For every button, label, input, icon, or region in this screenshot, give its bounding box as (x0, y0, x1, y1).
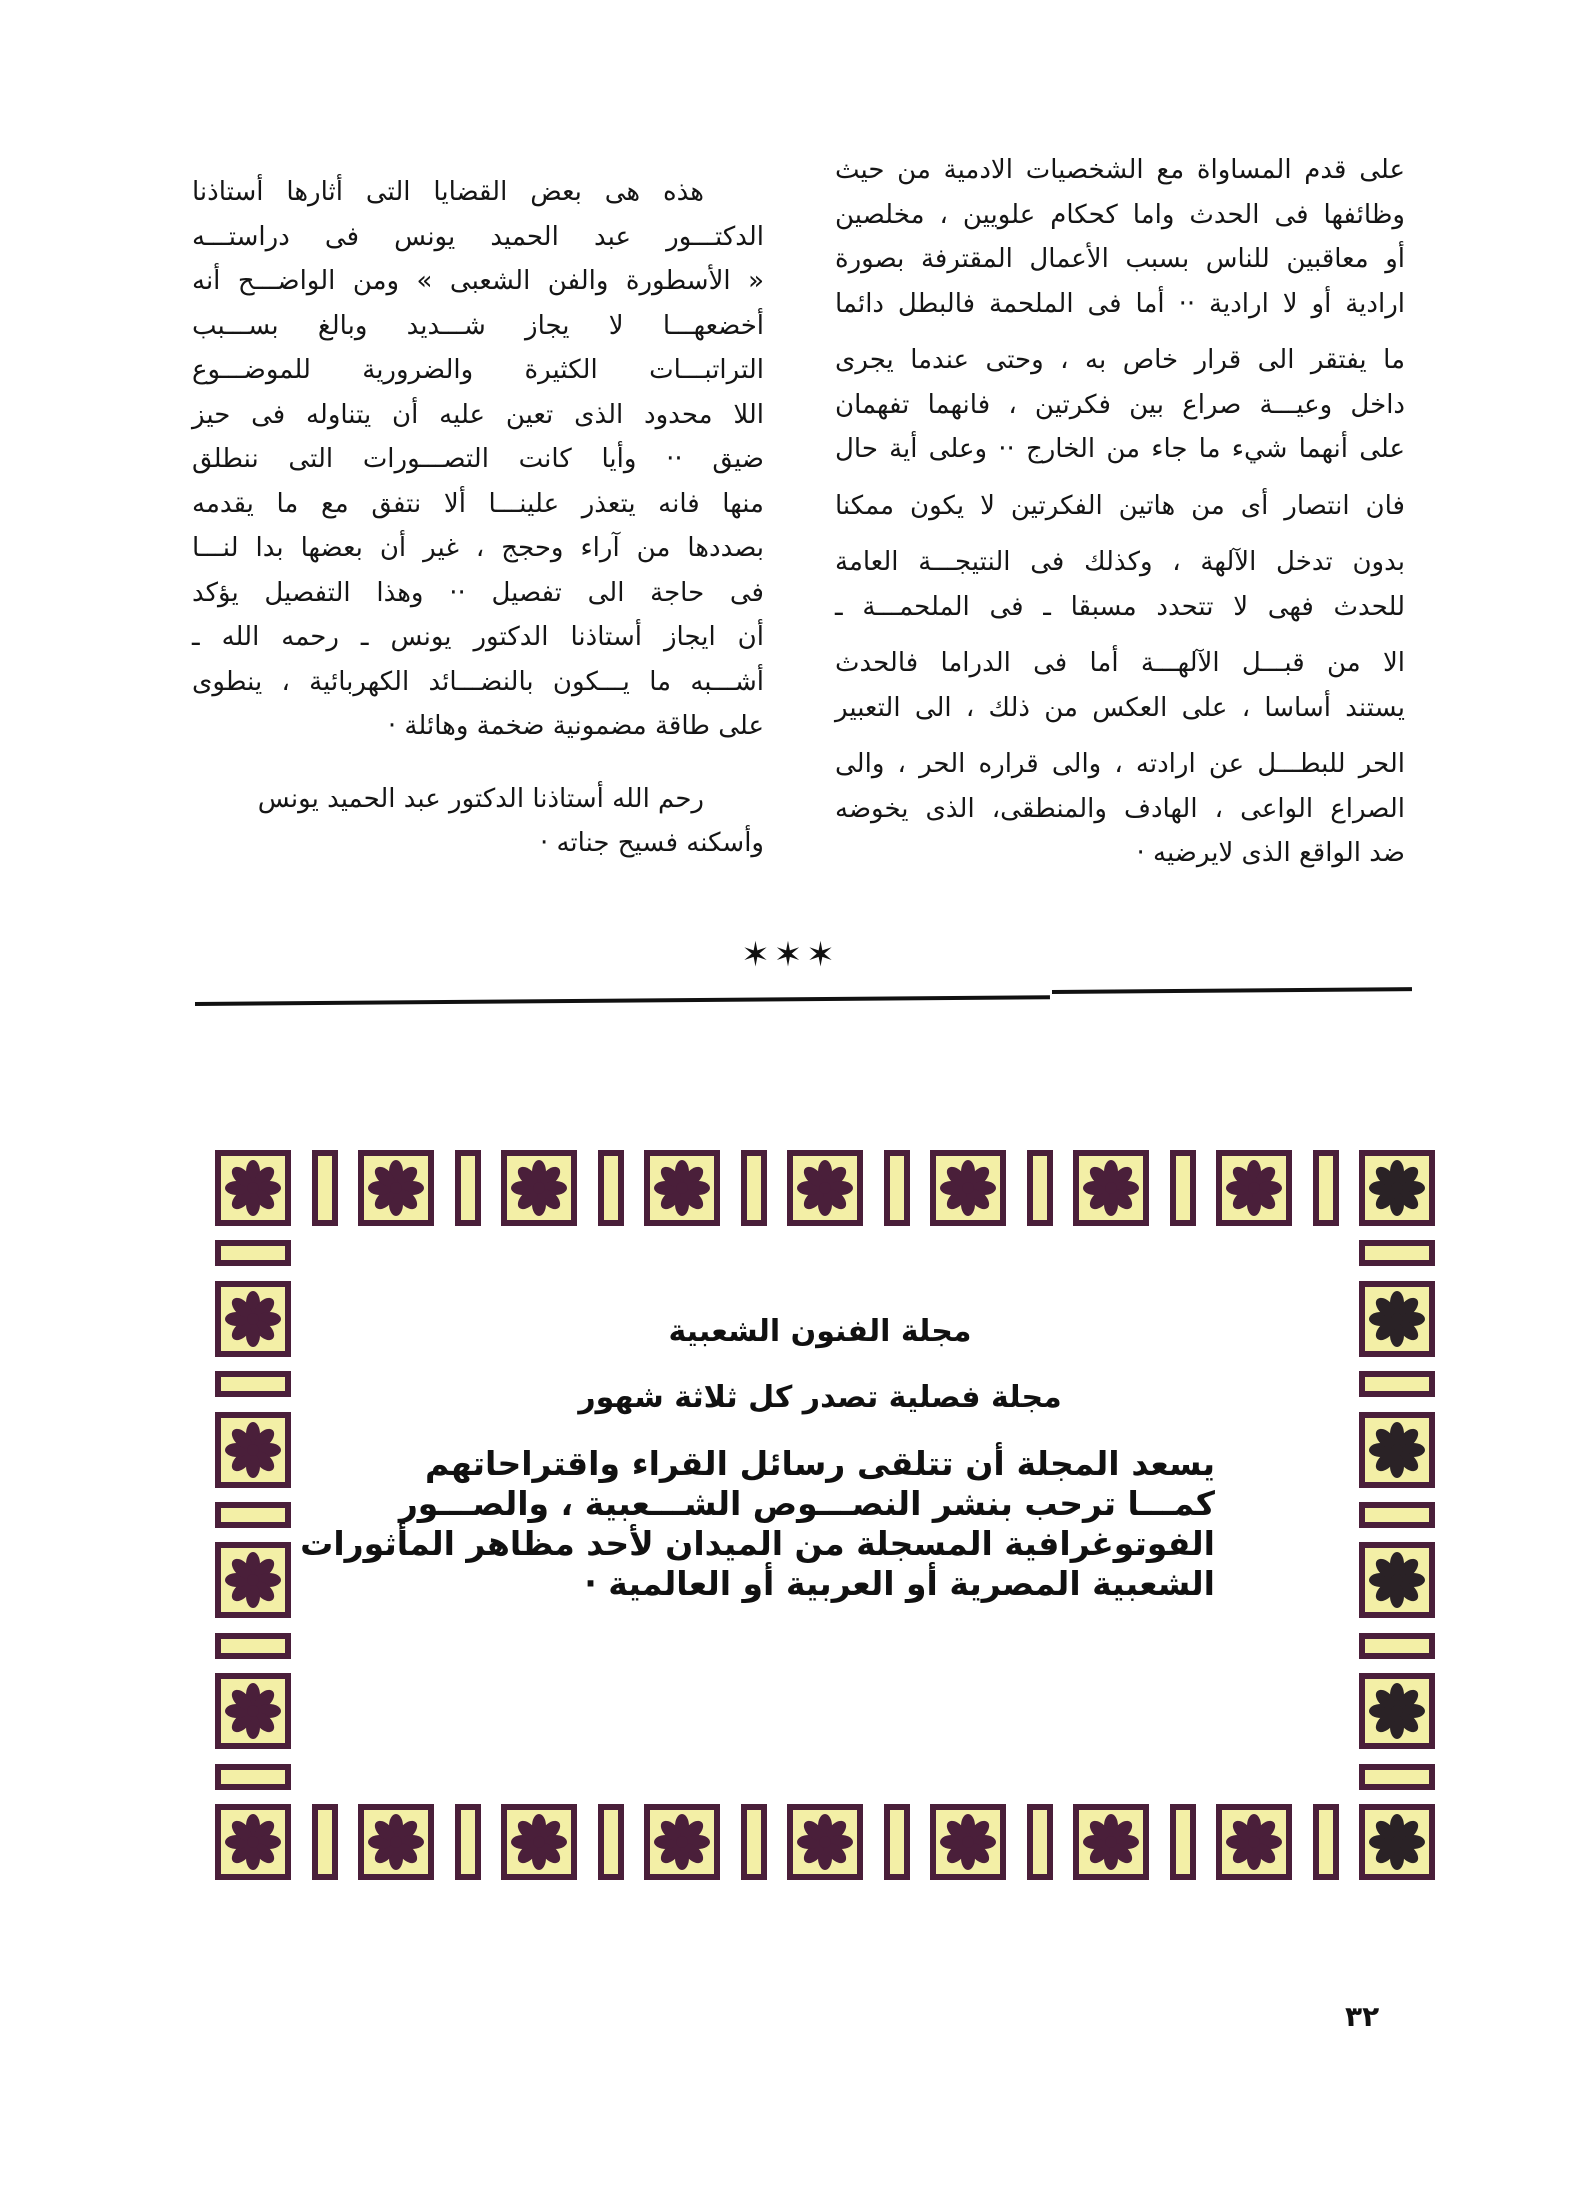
page-number: ٣٢ (1345, 2000, 1380, 2033)
text-line: وأسكنه فسيح جناته · (539, 828, 764, 858)
bar-ornament (312, 1150, 338, 1226)
horizontal-rule (1052, 987, 1412, 994)
text-line: منها فانه يتعذر علينـــا ألا نتفق مع ما يقدمه (192, 488, 764, 519)
bar-ornament (741, 1150, 767, 1226)
text-line: التراتبـــات الكثيرة والضرورية للموضـــوع (192, 355, 764, 385)
text-line: الا من قبـــل الآلهـــة أما فى الدراما فالحدث (835, 648, 1405, 678)
text-line: الصراع الواعى ، الهادف والمنطقى، الذى يخوضه (835, 793, 1405, 824)
notice-title: مجلة الفنون الشعبية (668, 1314, 972, 1349)
text-line: بدون تدخل الآلهة ، وكذلك فى النتيجـــة العامة (835, 547, 1405, 577)
article-paragraph (835, 148, 1405, 876)
text-line: أشـــبه ما يـــكون بالنضـــائد الكهربائية ، ينطوى (192, 666, 764, 697)
flower-ornament-icon (1216, 1150, 1292, 1226)
text-line: على طاقة مضمونية ضخمة وهائلة · (387, 711, 764, 741)
bar-ornament (598, 1150, 624, 1226)
bar-ornament (215, 1240, 291, 1266)
flower-ornament-icon (215, 1673, 291, 1749)
flower-ornament-icon (644, 1150, 720, 1226)
text-line: على قدم المساواة مع الشخصيات الادمية من حيث (835, 155, 1405, 185)
bar-ornament (1313, 1150, 1339, 1226)
text-line: داخل وعيـــة صراع بين فكرتين ، فانهما تفهمان (835, 389, 1405, 420)
bar-ornament (215, 1502, 291, 1528)
bar-ornament (1027, 1804, 1053, 1880)
bar-ornament (455, 1804, 481, 1880)
bar-ornament (215, 1371, 291, 1397)
flower-ornament-icon (1073, 1150, 1149, 1226)
section-separator-stars: ✶✶✶ (741, 935, 839, 975)
text-line: الحر للبطـــل عن ارادته ، والى قراره الحر ، والى (835, 749, 1405, 779)
flower-ornament-icon (787, 1804, 863, 1880)
flower-ornament-icon (1216, 1804, 1292, 1880)
text-line: ضد الواقع الذى لايرضيه · (1136, 838, 1405, 868)
text-line: هذه هى بعض القضايا التى أثارها أستاذنا (192, 177, 704, 207)
bar-ornament (455, 1150, 481, 1226)
text-line: « الأسطورة والفن الشعبى » ومن الواضـــح أنه (192, 266, 764, 296)
flower-ornament-icon (215, 1412, 291, 1488)
bar-ornament (1170, 1804, 1196, 1880)
bar-ornament (1359, 1633, 1435, 1659)
article-paragraph (192, 170, 764, 749)
flower-ornament-icon (787, 1150, 863, 1226)
bar-ornament (1027, 1150, 1053, 1226)
flower-ornament-icon (215, 1804, 291, 1880)
flower-ornament-icon (215, 1150, 291, 1226)
bar-ornament (1359, 1371, 1435, 1397)
text-line: أو معاقبين للناس بسبب الأعمال المقترفة بصورة (835, 244, 1405, 274)
bar-ornament (215, 1764, 291, 1790)
flower-ornament-icon (501, 1150, 577, 1226)
notice-body (300, 1444, 1215, 1604)
bar-ornament (884, 1804, 910, 1880)
bar-ornament (312, 1804, 338, 1880)
bar-ornament (1359, 1502, 1435, 1528)
text-line: ارادية أو لا ارادية ·· أما فى الملحمة فالبطل دائما (835, 288, 1405, 319)
bar-ornament (1359, 1764, 1435, 1790)
bar-ornament (741, 1804, 767, 1880)
flower-ornament-icon (215, 1281, 291, 1357)
text-line: الدكتـــور عبد الحميد يونس فى دراستـــه (192, 221, 764, 252)
flower-ornament-icon (1359, 1150, 1435, 1226)
notice-subtitle: مجلة فصلية تصدر كل ثلاثة شهور (578, 1380, 1062, 1415)
flower-ornament-icon (358, 1150, 434, 1226)
bar-ornament (215, 1633, 291, 1659)
flower-ornament-icon (215, 1542, 291, 1618)
article-column-left (192, 170, 764, 866)
bar-ornament (1170, 1150, 1196, 1226)
article-column-right (835, 148, 1405, 876)
flower-ornament-icon (1073, 1804, 1149, 1880)
flower-ornament-icon (1359, 1804, 1435, 1880)
text-line: أن ايجاز أستاذنا الدكتور يونس ـ رحمه الله ـ (192, 622, 764, 652)
text-line: اللا محدود الذى تعين عليه أن يتناوله فى حيز (192, 399, 764, 430)
horizontal-rule (195, 995, 1050, 1006)
bar-ornament (598, 1804, 624, 1880)
text-line: ضيق ·· وأيا كانت التصـــورات التى ننطلق (192, 444, 764, 474)
bar-ornament (1313, 1804, 1339, 1880)
flower-ornament-icon (644, 1804, 720, 1880)
flower-ornament-icon (1359, 1673, 1435, 1749)
text-line: يستند أساسا ، على العكس من ذلك ، الى التعبير (835, 692, 1405, 723)
flower-ornament-icon (1359, 1412, 1435, 1488)
text-line: للحدث فهى لا تتحدد مسبقا ـ فى الملحمـــة ـ (835, 591, 1405, 622)
text-line: كمـــا ترحب بنشر النصـــوص الشـــعبية ، والصـــور (398, 1484, 1215, 1523)
text-line: الفوتوغرافية المسجلة من الميدان لأحد مظاهر المأثورات (300, 1524, 1215, 1563)
flower-ornament-icon (501, 1804, 577, 1880)
bar-ornament (1359, 1240, 1435, 1266)
magazine-notice (300, 1310, 1280, 1604)
flower-ornament-icon (358, 1804, 434, 1880)
article-paragraph-closing (192, 777, 764, 866)
text-line: أخضعهـــا لا يجاز شـــديد وبالغ بســـبب (192, 310, 764, 341)
text-line: فى حاجة الى تفصيل ·· وهذا التفصيل يؤكد (192, 577, 764, 608)
text-line: فان انتصار أى من هاتين الفكرتين لا يكون ممكنا (835, 490, 1405, 521)
text-line: بصددها من آراء وحجج ، غير أن بعضها بدا لنـــا (192, 533, 764, 563)
text-line: ما يفتقر الى قرار خاص به ، وحتى عندما يجرى (835, 345, 1405, 375)
text-line: الشعبية المصرية أو العربية أو العالمية · (584, 1564, 1215, 1603)
text-line: رحم الله أستاذنا الدكتور عبد الحميد يونس (257, 783, 704, 814)
flower-ornament-icon (930, 1804, 1006, 1880)
text-line: على أنهما شيء ما جاء من الخارج ·· وعلى أية حال (835, 434, 1405, 464)
bar-ornament (884, 1150, 910, 1226)
text-line: يسعد المجلة أن تتلقى رسائل القراء واقتراحاتهم (425, 1444, 1215, 1483)
flower-ornament-icon (1359, 1542, 1435, 1618)
flower-ornament-icon (1359, 1281, 1435, 1357)
flower-ornament-icon (930, 1150, 1006, 1226)
text-line: وظائفها فى الحدث واما كحكام علويين ، مخلصين (835, 199, 1405, 230)
